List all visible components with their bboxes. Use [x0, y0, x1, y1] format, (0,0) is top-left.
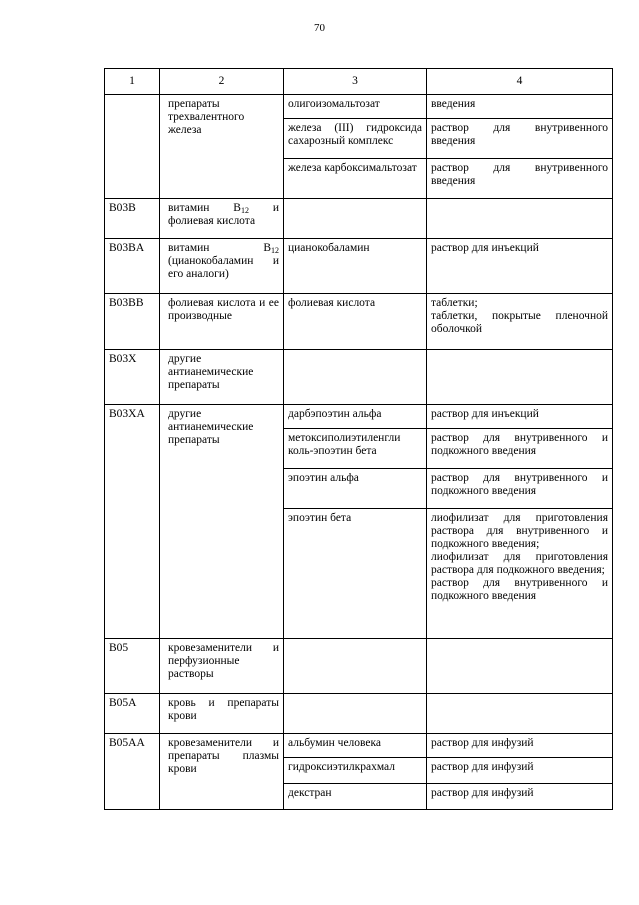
- dosage-form-cell: [427, 509, 613, 639]
- atc-code-cell: B03B: [105, 199, 160, 239]
- dosage-form-line: раствор для внутривенного введения: [431, 162, 608, 187]
- dosage-form-line: раствор для внутривенного введения: [431, 122, 608, 147]
- group-name-cell: кровь и препараты крови: [160, 694, 284, 734]
- drug-name-cell: метоксиполиэтиленгли коль-эпоэтин бета: [284, 429, 427, 469]
- atc-code-cell: B03X: [105, 350, 160, 405]
- drug-name-cell: железа (III) гидроксида сахарозный комплекс: [284, 119, 427, 159]
- group-name-cell: [160, 199, 284, 239]
- table-row: [105, 95, 613, 119]
- drug-name-cell: гидроксиэтилкрахмал: [284, 758, 427, 784]
- atc-code-cell: B05: [105, 639, 160, 694]
- dosage-form-line: раствор для инъекций: [431, 408, 539, 420]
- drug-name-cell: альбумин человека: [284, 734, 427, 758]
- dosage-form-line: раствор для внутривенного и подкожного введения: [431, 472, 608, 497]
- drug-name-cell: [284, 694, 427, 734]
- drug-name-cell: дарбэпоэтин альфа: [284, 405, 427, 429]
- column-header-3: 3: [284, 69, 427, 95]
- dosage-form-cell: [427, 429, 613, 469]
- dosage-form-line: таблетки, покрытые пленочной оболочкой: [431, 310, 608, 335]
- table-row: [105, 405, 613, 429]
- drug-name-cell: [284, 639, 427, 694]
- dosage-form-cell: [427, 469, 613, 509]
- dosage-form-line: таблетки;: [431, 297, 478, 309]
- dosage-form-cell: [427, 639, 613, 694]
- group-name-cell: фолиевая кислота и ее производные: [160, 294, 284, 350]
- dosage-form-cell: [427, 199, 613, 239]
- group-name-cell: кровезаменители и перфузионные растворы: [160, 639, 284, 694]
- dosage-form-line: лиофилизат для приготовления раствора для подкожного введения;: [431, 551, 608, 576]
- table-row: [105, 350, 613, 405]
- atc-code-cell: B05A: [105, 694, 160, 734]
- drug-name-cell: [284, 350, 427, 405]
- table-row: [105, 694, 613, 734]
- drug-name-cell: эпоэтин альфа: [284, 469, 427, 509]
- group-name-cell: другие антианемические препараты: [160, 405, 284, 639]
- drug-name-cell: декстран: [284, 784, 427, 810]
- dosage-form-cell: [427, 758, 613, 784]
- drug-name-cell: [284, 199, 427, 239]
- dosage-form-cell: [427, 159, 613, 199]
- atc-code-cell: [105, 95, 160, 199]
- column-header-2: 2: [160, 69, 284, 95]
- table-row: [105, 294, 613, 350]
- group-name-subscript: 12: [240, 206, 249, 215]
- dosage-form-cell: [427, 119, 613, 159]
- dosage-form-cell: [427, 239, 613, 294]
- group-name-text: и фолиевая кислота: [168, 202, 279, 227]
- table-row: [105, 239, 613, 294]
- dosage-form-cell: [427, 405, 613, 429]
- dosage-form-cell: [427, 95, 613, 119]
- group-name-text: витамин B: [168, 242, 271, 254]
- column-header-4: 4: [427, 69, 613, 95]
- atc-code-cell: B03BA: [105, 239, 160, 294]
- dosage-form-cell: [427, 734, 613, 758]
- column-header-1: 1: [105, 69, 160, 95]
- dosage-form-cell: [427, 350, 613, 405]
- drug-name-cell: фолиевая кислота: [284, 294, 427, 350]
- atc-code-cell: B03BB: [105, 294, 160, 350]
- group-name-subscript: 12: [271, 246, 279, 255]
- dosage-form-cell: [427, 784, 613, 810]
- group-name-cell: препараты трехвалентного железа: [160, 95, 284, 199]
- atc-code-cell: B05AA: [105, 734, 160, 810]
- dosage-form-cell: [427, 694, 613, 734]
- medication-table: [104, 68, 613, 810]
- dosage-form-line: раствор для инфузий: [431, 787, 534, 799]
- table-row: [105, 639, 613, 694]
- drug-name-cell: эпоэтин бета: [284, 509, 427, 639]
- group-name-cell: кровезаменители и препараты плазмы крови: [160, 734, 284, 810]
- atc-code-cell: B03XA: [105, 405, 160, 639]
- dosage-form-line: лиофилизат для приготовления раствора для внутривенного и подкожного введения;: [431, 512, 608, 550]
- dosage-form-line: раствор для инъекций: [431, 242, 539, 254]
- table-row: [105, 199, 613, 239]
- dosage-form-line: раствор для инфузий: [431, 737, 534, 749]
- group-name-cell: [160, 239, 284, 294]
- table-row: [105, 734, 613, 758]
- dosage-form-cell: [427, 294, 613, 350]
- drug-name-cell: цианокобаламин: [284, 239, 427, 294]
- group-name-text: витамин B: [168, 202, 241, 214]
- drug-name-cell: железа карбоксимальтозат: [284, 159, 427, 199]
- table-header-row: [105, 69, 613, 95]
- group-name-cell: другие антианемические препараты: [160, 350, 284, 405]
- group-name-text: (цианокобаламин и его аналоги): [168, 255, 279, 280]
- dosage-form-line: раствор для внутривенного и подкожного введения: [431, 432, 608, 457]
- dosage-form-line: раствор для внутривенного и подкожного введения: [431, 577, 608, 602]
- dosage-form-line: введения: [431, 98, 476, 110]
- dosage-form-line: раствор для инфузий: [431, 761, 534, 773]
- drug-name-cell: олигоизомальтозат: [284, 95, 427, 119]
- page-number: 70: [314, 22, 325, 34]
